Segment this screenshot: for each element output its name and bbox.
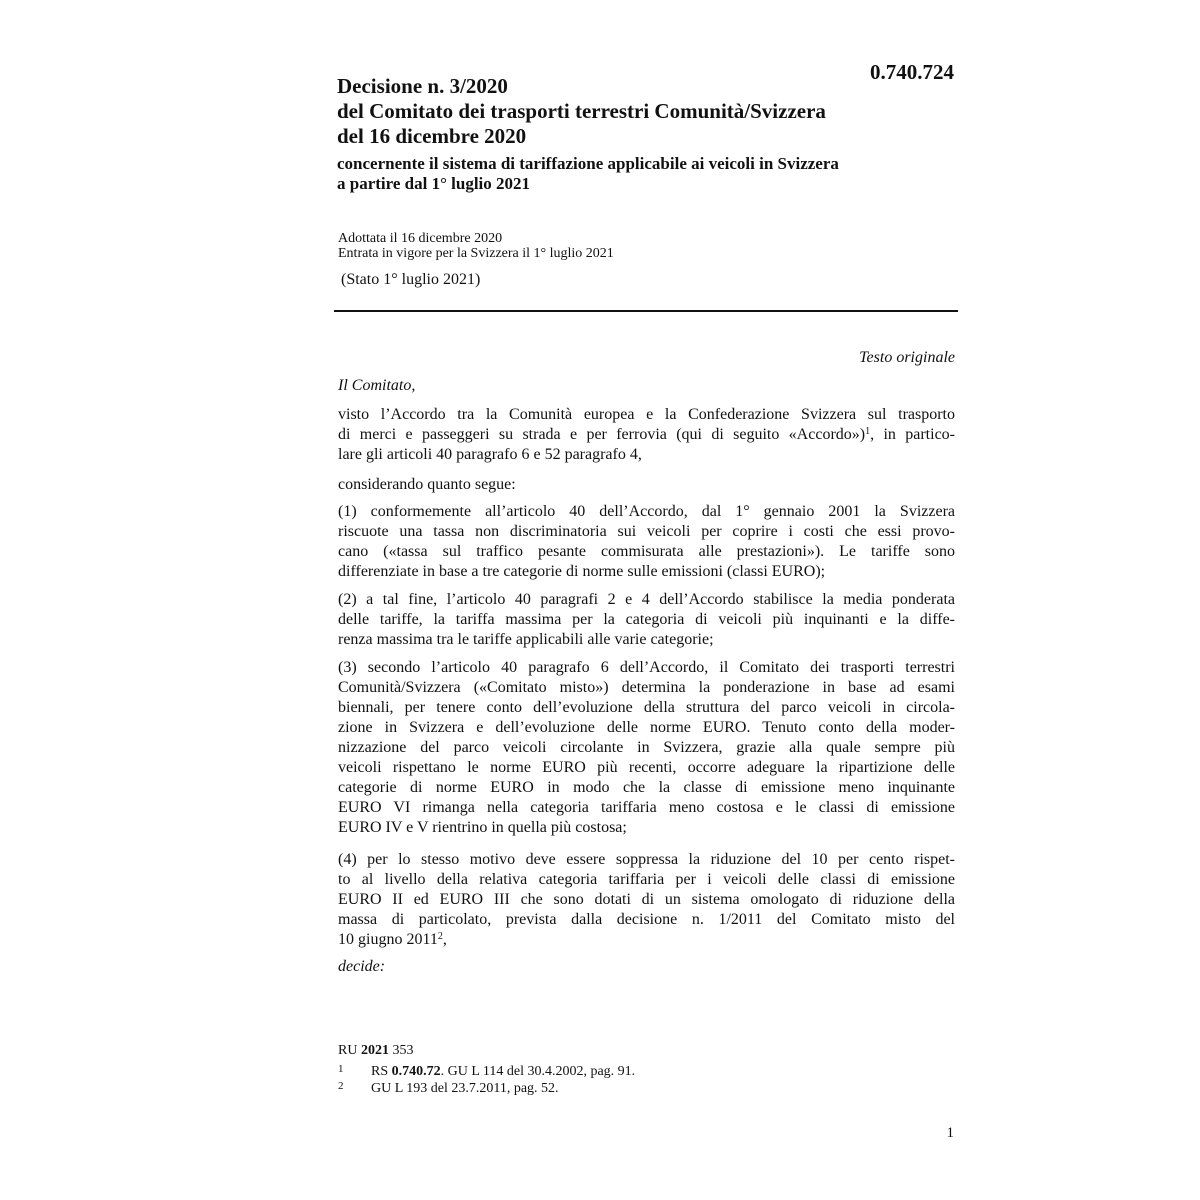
footnote-text: . GU L 114 del 30.4.2002, pag. 91.	[440, 1064, 636, 1079]
text-segment: , in partico-	[870, 426, 955, 443]
subtitle-line: a partire dal 1° luglio 2021	[337, 174, 531, 193]
recital-4	[338, 850, 955, 950]
official-compilation-ref	[338, 1043, 413, 1059]
recital-2	[338, 590, 955, 650]
footnote-prefix: RS	[371, 1064, 392, 1079]
text-line: riscuote una tassa non discriminatoria sui veicoli per coprire i costi che essi provo-	[338, 523, 955, 540]
considerando-paragraph	[338, 475, 955, 495]
text-line: delle tariffe, la tariffa massima per la categoria di veicoli più inquinanti e la diffe-	[338, 611, 955, 628]
in-force-date: Entrata in vigore per la Svizzera il 1° luglio 2021	[338, 246, 614, 261]
document-subtitle	[337, 154, 957, 194]
text-line: (3) secondo l’articolo 40 paragrafo 6 dell’Accordo, il Comitato dei trasporti terrestri	[338, 659, 955, 676]
title-line: del 16 dicembre 2020	[337, 124, 527, 148]
preamble-intro: Il Comitato,	[338, 377, 416, 394]
footnote-text: GU L 193 del 23.7.2011, pag. 52.	[371, 1081, 559, 1096]
footnote-ref-1[interactable]: 1	[865, 426, 871, 437]
text-line: veicoli rispettano le norme EURO più recenti, occorre adeguare la ripartizione delle	[338, 759, 955, 776]
status-date: (Stato 1° luglio 2021)	[341, 271, 481, 288]
text-line: EURO II ed EURO III che sono dotati di un sistema omologato di riduzione della	[338, 891, 955, 908]
text-line: biennali, per tenere conto dell’evoluzione della struttura del parco veicoli in circola-	[338, 699, 955, 716]
text-segment: 10 giugno 2011	[338, 931, 438, 948]
adoption-info	[338, 231, 614, 261]
sr-number: 0.740.724	[870, 60, 954, 84]
recital-1	[338, 502, 955, 582]
footnote-sr-link[interactable]: 0.740.72	[391, 1064, 441, 1079]
text-line: renza massima tra le tariffe applicabili alle varie categorie;	[338, 631, 714, 648]
text-line: to al livello della relativa categoria tariffaria per i veicoli delle classi di emissione	[338, 871, 955, 888]
text-line: (1) conformemente all’articolo 40 dell’Accordo, dal 1° gennaio 2001 la Svizzera	[338, 503, 955, 520]
text-line: massa di particolato, prevista dalla decisione n. 1/2011 del Comitato misto del	[338, 911, 955, 928]
title-line: Decisione n. 3/2020	[337, 74, 508, 98]
footnote-ref-2[interactable]: 2	[437, 931, 443, 942]
text-line: nizzazione del parco veicoli circolante in Svizzera, grazie alla quale sempre più	[338, 739, 955, 756]
text-line: EURO IV e V rientrino in quella più costosa;	[338, 819, 627, 836]
text-line: Comunità/Svizzera («Comitato misto») determina la ponderazione in base ad esami	[338, 679, 955, 696]
text-segment: di merci e passeggeri su strada e per ferrovia (qui di seguito «Accordo»)	[338, 426, 866, 443]
decide-label: decide:	[338, 958, 386, 975]
document-title	[337, 74, 957, 149]
text-line: (2) a tal fine, l’articolo 40 paragrafi 2 e 4 dell’Accordo stabilisce la media ponderata	[338, 591, 955, 608]
text-line	[338, 930, 955, 950]
text-line: (4) per lo stesso motivo deve essere soppressa la riduzione del 10 per cento rispet-	[338, 851, 955, 868]
adopted-date: Adottata il 16 dicembre 2020	[338, 231, 503, 246]
text-line: differenziate in base a tre categorie di norme sulle emissioni (classi EURO);	[338, 563, 826, 580]
ru-year: 2021	[360, 1043, 389, 1058]
footnote-number: 1	[338, 1063, 344, 1075]
text-line: visto l’Accordo tra la Comunità europea e la Confederazione Svizzera sul trasporto	[338, 406, 955, 423]
original-text-label: Testo originale	[859, 349, 955, 366]
footnote-number: 2	[338, 1080, 344, 1092]
header-divider	[334, 310, 958, 312]
title-line: del Comitato dei trasporti terrestri Comunità/Svizzera	[337, 99, 826, 123]
footnote-1	[338, 1063, 635, 1080]
text-line: zione in Svizzera e dell’evoluzione delle norme EURO. Tenuto conto della moder-	[338, 719, 955, 736]
ru-page: 353	[388, 1043, 414, 1058]
ru-prefix: RU	[338, 1043, 361, 1058]
text-line: considerando quanto segue:	[338, 476, 516, 493]
visto-paragraph	[338, 405, 955, 465]
text-line: categorie di norme EURO in modo che la classe di emissione meno inquinante	[338, 779, 955, 796]
text-segment: ,	[442, 931, 447, 948]
page-number: 1	[946, 1125, 954, 1141]
text-line: lare gli articoli 40 paragrafo 6 e 52 paragrafo 4,	[338, 446, 642, 463]
text-line: cano («tassa sul traffico pesante commisurata alle prestazioni»). Le tariffe sono	[338, 543, 955, 560]
subtitle-line: concernente il sistema di tariffazione applicabile ai veicoli in Svizzera	[337, 154, 839, 173]
footnote-2	[338, 1080, 559, 1097]
text-line: EURO VI rimanga nella categoria tariffaria meno costosa e le classi di emissione	[338, 799, 955, 816]
recital-3	[338, 658, 955, 838]
text-line	[338, 425, 955, 445]
